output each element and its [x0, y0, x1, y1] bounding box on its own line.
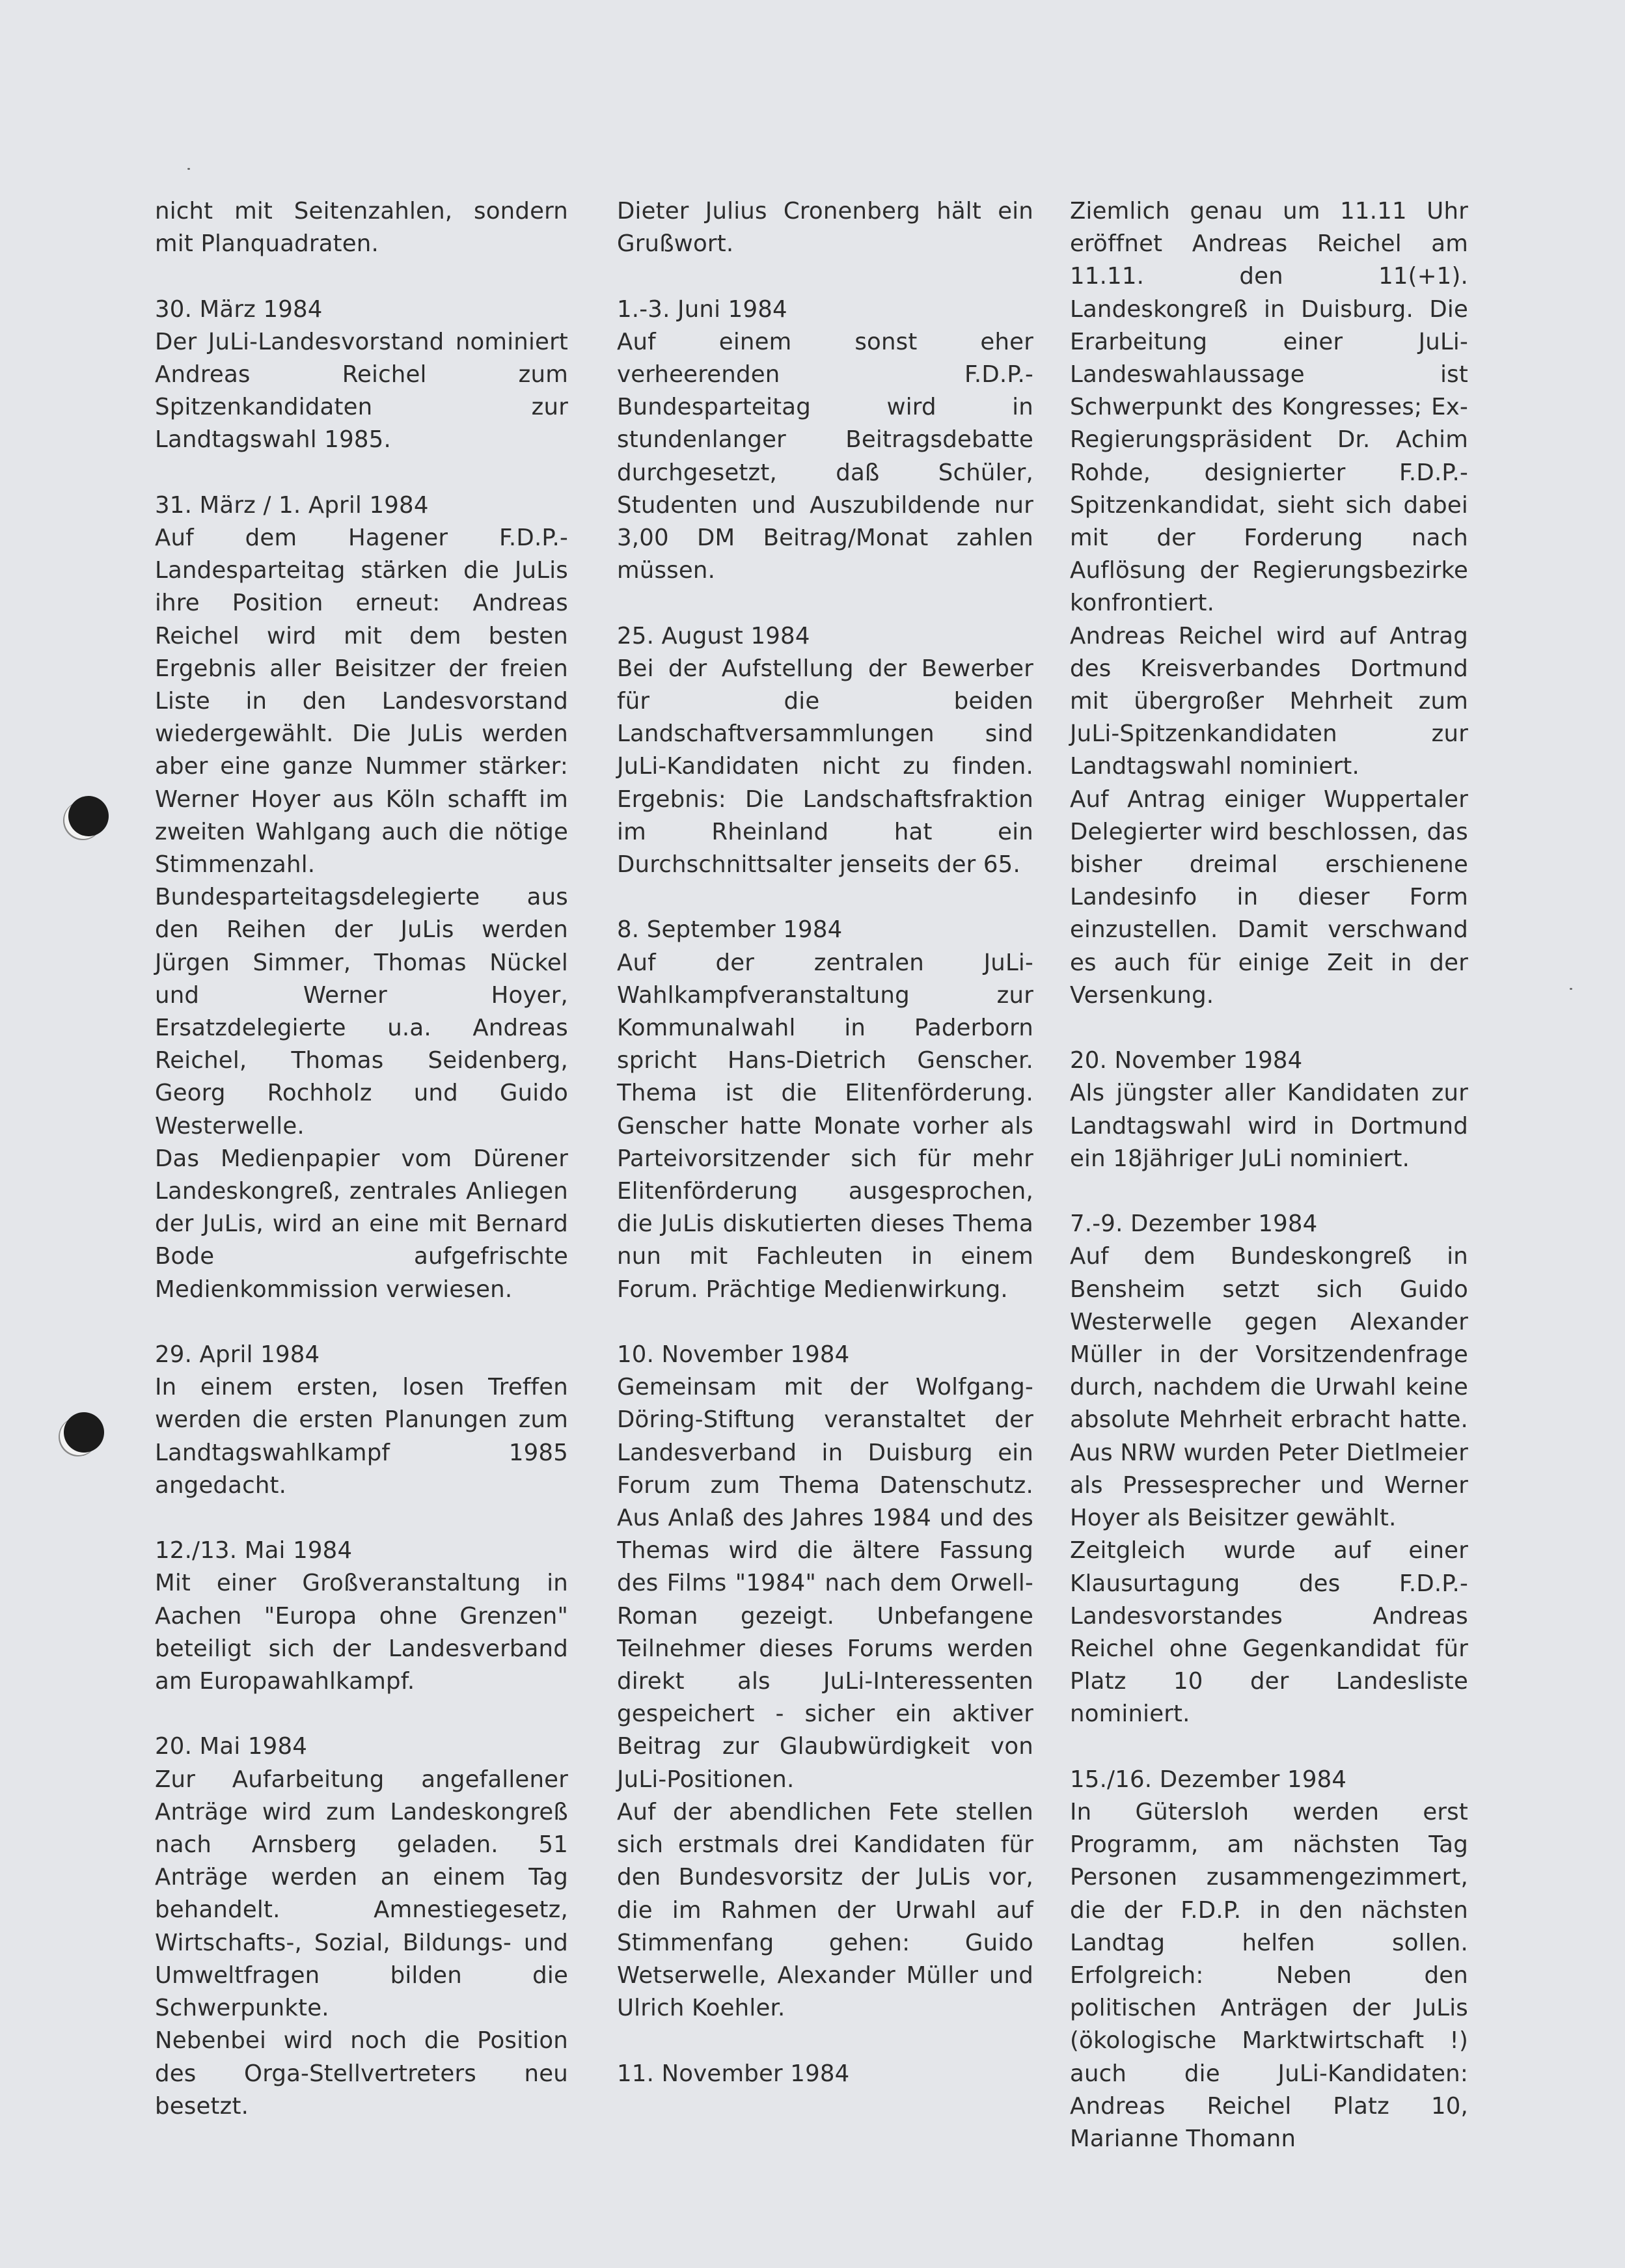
punch-hole — [68, 796, 109, 836]
continued-text: nicht mit Seitenzahlen, sondern mit Planquadraten. — [155, 198, 568, 258]
timeline-entry — [617, 294, 1033, 588]
entry-paragraph: Zur Aufarbeitung angefallener Anträge wird zum Landeskongreß nach Arnsberg geladen. 51 Anträge werden an einem Tag behandelt. Amnestiegesetz, Wirtschafts-, Sozial, Bildungs- und Umweltfragen bilden die Schwerpunkte. — [155, 1766, 568, 2022]
timeline-entry — [617, 2058, 1033, 2090]
entry-paragraph: Das Medienpapier vom Dürener Landeskongreß, zentrales Anliegen der JuLis, wird an eine mit Bernard Bode aufgefrischte Medienkommission verwiesen. — [155, 1145, 568, 1303]
entry-date: 15./16. Dezember 1984 — [1070, 1766, 1347, 1793]
entry-date: 1.-3. Juni 1984 — [617, 295, 787, 323]
entry-paragraph: Auf einem sonst eher verheerenden F.D.P.-Bundesparteitag wird in stundenlanger Beitragsdebatte durchgesetzt, daß Schüler, Studenten und Auszubildende nur 3,00 DM Beitrag/Monat zahlen müssen. — [617, 328, 1033, 584]
entry-paragraph: Auf dem Bundeskongreß in Bensheim setzt sich Guido Westerwelle gegen Alexander Müller in der Vorsitzendenfrage durch, nachdem die Urwahl keine absolute Mehrheit erbracht hatte. Aus NRW wurden Peter Dietlmeier als Pressesprecher und Werner Hoyer als Beisitzer gewählt. — [1070, 1243, 1468, 1532]
entry-paragraph: Auf dem Hagener F.D.P.-Landesparteitag stärken die JuLis ihre Position erneut: Andreas Reichel wird mit dem besten Ergebnis aller Beisitzer der freien Liste in den Landesvorstand wiedergewählt. Die JuLis werden aber eine ganze Nummer stärker: Werner Hoyer aus Köln schafft im zweiten Wahlgang auch die nötige Stimmenzahl. — [155, 525, 568, 879]
entry-paragraph: In einem ersten, losen Treffen werden die ersten Planungen zum Landtagswahlkampf 1985 angedacht. — [155, 1374, 568, 1499]
entry-paragraph: Der JuLi-Landesvorstand nominiert Andreas Reichel zum Spitzenkandidaten zur Landtagswahl 1985. — [155, 328, 568, 454]
entry-paragraph: Bei der Aufstellung der Bewerber für die beiden Landschaftversammlungen sind JuLi-Kandidaten nicht zu finden. Ergebnis: Die Landschaftsfraktion im Rheinland hat ein Durchschnittsalter jenseits der 65. — [617, 655, 1033, 879]
timeline-entry — [1070, 1764, 1468, 2155]
entry-paragraph: Bundesparteitagsdelegierte aus den Reihen der JuLis werden Jürgen Simmer, Thomas Nückel und Werner Hoyer, Ersatzdelegierte u.a. Andreas Reichel, Thomas Seidenberg, Georg Rochholz und Guido Westerwelle. — [155, 884, 568, 1140]
entry-paragraph: Zeitgleich wurde auf einer Klausurtagung des F.D.P.-Landesvorstandes Andreas Reichel ohne Gegenkandidat für Platz 10 der Landesliste nominiert. — [1070, 1537, 1468, 1728]
timeline-entry — [155, 1730, 568, 2122]
continued-text: Dieter Julius Cronenberg hält ein Grußwort. — [617, 198, 1033, 258]
timeline-entry — [1070, 1045, 1468, 1175]
timeline-entry — [155, 294, 568, 457]
entry-paragraph: Als jüngster aller Kandidaten zur Landtagswahl wird in Dortmund ein 18jähriger JuLi nominiert. — [1070, 1080, 1468, 1172]
entry-date: 11. November 1984 — [617, 2060, 850, 2087]
timeline-entry — [617, 1339, 1033, 2025]
entry-date: 12./13. Mai 1984 — [155, 1537, 353, 1564]
entry-date: 29. April 1984 — [155, 1341, 320, 1369]
entry-date: 31. März / 1. April 1984 — [155, 491, 429, 519]
entry-date: 20. Mai 1984 — [155, 1733, 308, 1760]
timeline-entry — [1070, 1208, 1468, 1730]
entry-date: 30. März 1984 — [155, 295, 323, 323]
entry-paragraph: Gemeinsam mit der Wolfgang-Döring-Stiftung veranstaltet der Landesverband in Duisburg ein Forum zum Thema Datenschutz. Aus Anlaß des Jahres 1984 und des Themas wird die ältere Fassung des Films "1984" nach dem Orwell-Roman gezeigt. Unbefangene Teilnehmer dieses Forums werden direkt als JuLi-Interessenten gespeichert - sicher ein aktiver Beitrag zur Glaubwürdigkeit von JuLi-Positionen. — [617, 1374, 1033, 1793]
scan-speck — [187, 168, 190, 170]
scan-speck — [1570, 988, 1572, 990]
entry-date: 8. September 1984 — [617, 916, 843, 944]
timeline-entry — [617, 914, 1033, 1305]
entry-paragraph: In Gütersloh werden erst Programm, am nächsten Tag Personen zusammengezimmert, die der F.D.P. in den nächsten Landtag helfen sollen. Erfolgreich: Neben den politischen Anträgen der JuLis (ökologische Marktwirtschaft !) auch die JuLi-Kandidaten: Andreas Reichel Platz 10, Marianne Thomann — [1070, 1798, 1468, 2152]
entry-date: 7.-9. Dezember 1984 — [1070, 1210, 1318, 1238]
entry-date: 10. November 1984 — [617, 1341, 850, 1369]
entry-paragraph: Nebenbei wird noch die Position des Orga-Stellvertreters neu besetzt. — [155, 2027, 568, 2120]
entry-paragraph: Auf der abendlichen Fete stellen sich erstmals drei Kandidaten für den Bundesvorsitz der JuLis vor, die im Rahmen der Urwahl auf Stimmenfang gehen: Guido Wetserwelle, Alexander Müller und Ulrich Koehler. — [617, 1798, 1033, 2022]
column-3 — [1070, 195, 1468, 2188]
timeline-entry — [155, 1535, 568, 1698]
entry-paragraph: Auf Antrag einiger Wuppertaler Delegierter wird beschlossen, das bisher dreimal erschienene Landesinfo in dieser Form einzustellen. Damit verschwand es auch für einige Zeit in der Versenkung. — [1070, 786, 1468, 1009]
timeline-entry — [1070, 195, 1468, 1012]
entry-paragraph: Auf der zentralen JuLi-Wahlkampfveranstaltung zur Kommunalwahl in Paderborn spricht Hans-Dietrich Genscher. Thema ist die Elitenförderung. Genscher hatte Monate vorher als Parteivorsitzender sich für mehr Elitenförderung ausgesprochen, die JuLis diskutierten dieses Thema nun mit Fachleuten in einem Forum. Prächtige Medienwirkung. — [617, 949, 1033, 1303]
entry-paragraph: Mit einer Großveranstaltung in Aachen "Europa ohne Grenzen" beteiligt sich der Landesverband am Europawahlkampf. — [155, 1570, 568, 1695]
column-2 — [617, 195, 1033, 2123]
timeline-entry — [155, 1339, 568, 1502]
timeline-entry — [155, 489, 568, 1306]
punch-hole — [64, 1412, 104, 1453]
entry-paragraph: Andreas Reichel wird auf Antrag des Kreisverbandes Dortmund mit übergroßer Mehrheit zum JuLi-Spitzenkandidaten zur Landtagswahl nominiert. — [1070, 622, 1468, 780]
entry-date: 25. August 1984 — [617, 622, 810, 649]
entry-paragraph: Ziemlich genau um 11.11 Uhr eröffnet Andreas Reichel am 11.11. den 11(+1). Landeskongreß in Duisburg. Die Erarbeitung einer JuLi-Landeswahlaussage ist Schwerpunkt des Kongresses; Ex-Regierungspräsident Dr. Achim Rohde, designierter F.D.P.-Spitzenkandidat, sieht sich dabei mit der Forderung nach Auflösung der Regierungsbezirke konfrontiert. — [1070, 198, 1468, 617]
entry-date: 20. November 1984 — [1070, 1047, 1303, 1074]
column-1 — [155, 195, 568, 2155]
timeline-entry — [617, 620, 1033, 882]
